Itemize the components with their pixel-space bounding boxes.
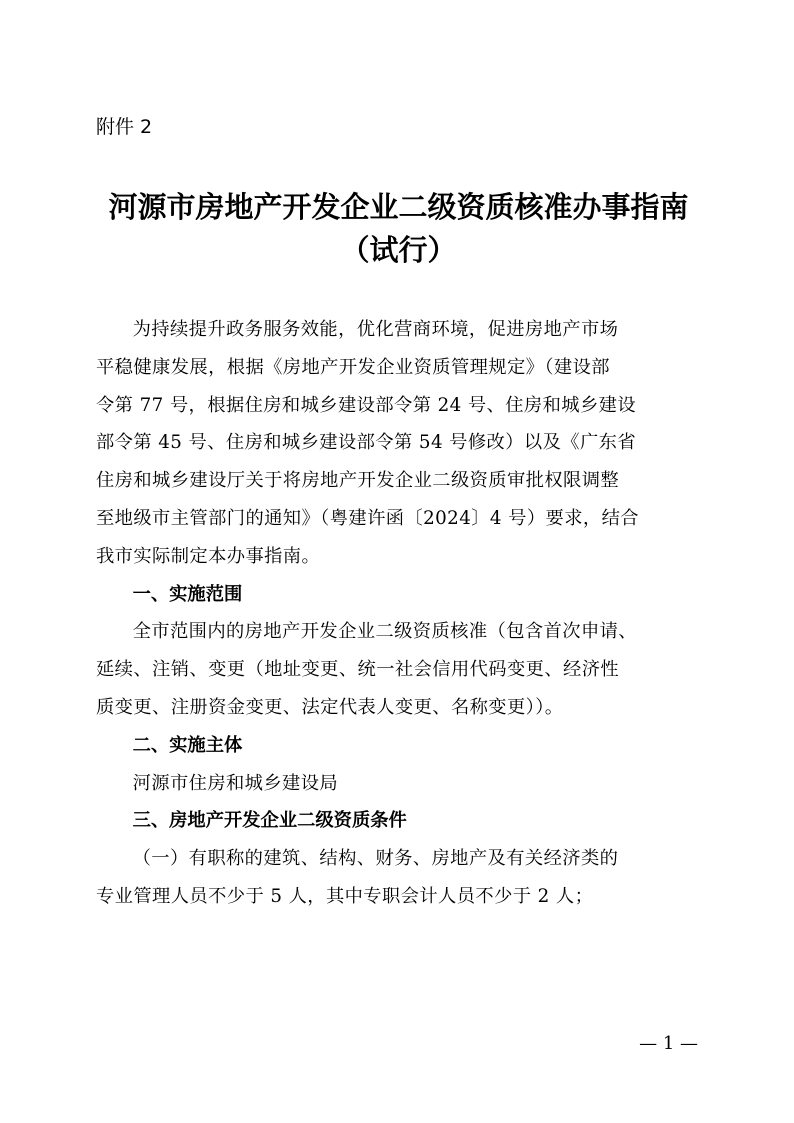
intro-paragraph [96,311,701,576]
intro-line: 我市实际制定本办事指南。 [96,545,321,567]
subject-paragraph [96,765,701,803]
page-number: — 1 — [639,1033,698,1054]
intro-line: 平稳健康发展，根据《房地产开发企业资质管理规定》（建设部 [96,356,610,378]
scope-line: 全市范围内的房地产开发企业二级资质核准（包含首次申请、 [132,621,637,643]
section-heading-subject: 二、实施主体 [132,734,243,756]
section-heading-conditions: 三、房地产开发企业二级资质条件 [132,810,407,832]
subject-line: 河源市住房和城乡建设局 [132,772,339,794]
intro-line: 为持续提升政务服务效能，优化营商环境，促进房地产市场 [132,319,619,340]
intro-line: 至地级市主管部门的通知》（粤建许函〔2024〕4 号）要求，结合 [96,507,639,529]
intro-line: 部令第 45 号、住房和城乡建设部令第 54 号修改）以及《广东省 [96,432,636,454]
intro-line: 住房和城乡建设厅关于将房地产开发企业二级资质审批权限调整 [96,470,620,492]
conditions-line: （一）有职称的建筑、结构、财务、房地产及有关经济类的 [132,848,619,870]
document-body [96,311,701,916]
document-title [96,186,701,272]
scope-paragraph [96,613,701,726]
title-line-trial: （试行） [340,233,457,267]
conditions-paragraph [96,840,701,916]
intro-line: 令第 77 号，根据住房和城乡建设部令第 24 号、住房和城乡建设 [96,394,636,416]
section-heading-scope: 一、实施范围 [132,583,243,605]
attachment-label: 附件 2 [96,116,153,138]
title-line-main: 河源市房地产开发企业二级资质核准办事指南 [108,190,689,224]
conditions-line: 专业管理人员不少于 5 人，其中专职会计人员不少于 2 人； [96,885,594,907]
scope-line: 延续、注销、变更（地址变更、统一社会信用代码变更、经济性 [96,659,620,681]
scope-line: 质变更、注册资金变更、法定代表人变更、名称变更））。 [96,696,564,718]
